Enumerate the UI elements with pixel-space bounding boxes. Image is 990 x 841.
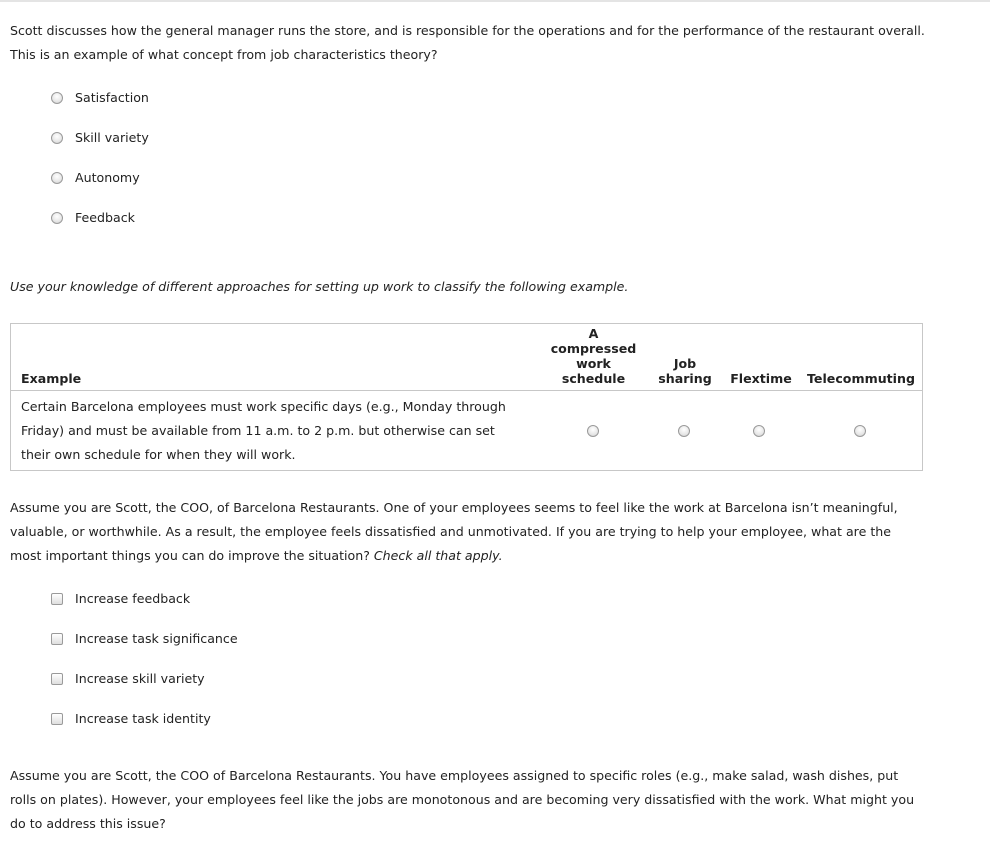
checkbox[interactable] — [51, 593, 63, 605]
header-compressed-work-schedule — [546, 326, 641, 386]
option-label: Autonomy — [75, 170, 140, 185]
q1-option-autonomy[interactable] — [51, 168, 140, 188]
option-label: Feedback — [75, 210, 135, 225]
q3-question-text: Assume you are Scott, the COO, of Barcelona Restaurants. One of your employees seems to feel like the work at Barcelona isn’t meaningful, valuable, or worthwhile. As a result, the employee feels dissatisfied and unmotivated. If you are trying to help your employee, what are the most important things you can do improve the situation? — [10, 500, 898, 563]
q1-question: Scott discusses how the general manager runs the store, and is responsible for the operations and for the performance of the restaurant overall. This is an example of what concept from job characteristics theory? — [10, 23, 925, 62]
radio-button[interactable] — [51, 172, 63, 184]
header-line: Job — [673, 356, 697, 371]
q1-option-skill-variety[interactable] — [51, 128, 149, 148]
radio-job-sharing[interactable] — [678, 425, 690, 437]
checkbox[interactable] — [51, 673, 63, 685]
option-label: Skill variety — [75, 130, 149, 145]
checkbox[interactable] — [51, 713, 63, 725]
header-line: schedule — [561, 371, 626, 386]
option-label: Increase task significance — [75, 631, 238, 646]
header-line: work — [576, 356, 611, 371]
header-line: A — [588, 326, 599, 341]
option-label: Increase task identity — [75, 711, 211, 726]
header-example: Example — [21, 371, 82, 386]
classification-table — [10, 323, 923, 471]
header-line: sharing — [658, 371, 712, 386]
q3-question — [10, 496, 925, 568]
radio-button[interactable] — [51, 212, 63, 224]
radio-compressed-work-schedule[interactable] — [587, 425, 599, 437]
q3-option-increase-feedback[interactable] — [51, 589, 190, 609]
top-divider — [0, 0, 990, 2]
header-line: compressed — [550, 341, 637, 356]
radio-flextime[interactable] — [753, 425, 765, 437]
q3-option-increase-skill-variety[interactable] — [51, 669, 205, 689]
q3-hint: Check all that apply. — [373, 548, 503, 563]
table-row-example-text: Certain Barcelona employees must work specific days (e.g., Monday through Friday) and must be available from 11 a.m. to 2 p.m. but otherwise can set their own schedule for when they will work. — [21, 399, 506, 462]
header-flextime: Flextime — [730, 371, 792, 386]
q1-option-satisfaction[interactable] — [51, 88, 149, 108]
option-label: Increase feedback — [75, 591, 191, 606]
header-job-sharing — [654, 356, 716, 386]
q3-option-increase-task-identity[interactable] — [51, 709, 211, 729]
radio-button[interactable] — [51, 92, 63, 104]
q3-option-increase-task-significance[interactable] — [51, 629, 238, 649]
q4-question: Assume you are Scott, the COO of Barcelona Restaurants. You have employees assigned to specific roles (e.g., make salad, wash dishes, put rolls on plates). However, your employees feel like the jobs are monotonous and are becoming very dissatisfied with the work. What might you do to address this issue? — [10, 768, 915, 831]
option-label: Satisfaction — [75, 90, 149, 105]
checkbox[interactable] — [51, 633, 63, 645]
radio-button[interactable] — [51, 132, 63, 144]
q1-option-feedback[interactable] — [51, 208, 135, 228]
option-label: Increase skill variety — [75, 671, 205, 686]
q2-instruction: Use your knowledge of different approaches for setting up work to classify the following example. — [10, 279, 629, 294]
header-telecommuting: Telecommuting — [807, 371, 915, 386]
radio-telecommuting[interactable] — [854, 425, 866, 437]
table-header — [11, 324, 922, 391]
